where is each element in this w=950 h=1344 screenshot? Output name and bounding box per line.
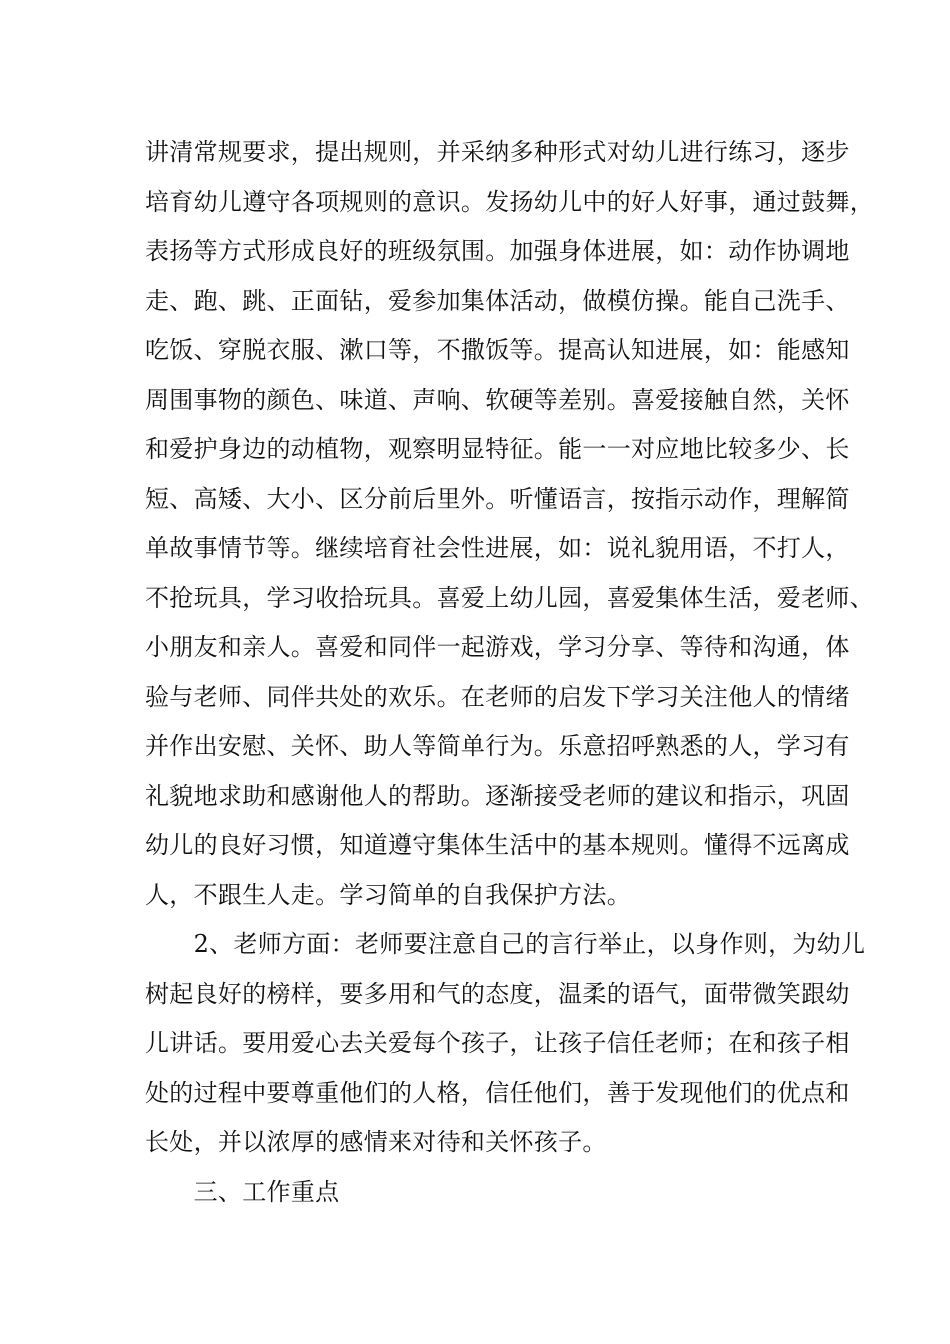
text-line: 处的过程中要尊重他们的人格，信任他们，善于发现他们的优点和 bbox=[145, 1078, 850, 1107]
text-line: 并作出安慰、关怀、助人等简单行为。乐意招呼熟悉的人，学习有 bbox=[145, 732, 850, 760]
paragraph-2 bbox=[145, 920, 866, 1168]
paragraph-1 bbox=[145, 128, 874, 920]
text-line: 验与老师、同伴共处的欢乐。在老师的启发下学习关注他人的情绪 bbox=[145, 682, 850, 711]
text-line: 吃饭、穿脱衣服、漱口等，不撒饭等。提高认知进展，如：能感知 bbox=[145, 336, 850, 364]
text-line: 人，不跟生人走。学习简单的自我保护方法。 bbox=[145, 880, 631, 909]
text-line: 2、老师方面：老师要注意自己的言行举止，以身作则，为幼儿 bbox=[145, 930, 866, 958]
text-line: 不抢玩具，学习收拾玩具。喜爱上幼儿园，喜爱集体生活，爱老师、 bbox=[145, 583, 874, 612]
text-line: 幼儿的良好习惯，知道遵守集体生活中的基本规则。懂得不远离成 bbox=[145, 831, 850, 859]
text-line: 儿讲话。要用爱心去关爱每个孩子，让孩子信任老师；在和孩子相 bbox=[145, 1029, 850, 1057]
text-line: 和爱护身边的动植物，观察明显特征。能一一对应地比较多少、长 bbox=[145, 435, 850, 463]
section-heading: 三、工作重点 bbox=[145, 1177, 340, 1206]
text-line: 培育幼儿遵守各项规则的意识。发扬幼儿中的好人好事，通过鼓舞， bbox=[145, 187, 874, 216]
document-body bbox=[145, 128, 874, 1217]
text-line: 短、高矮、大小、区分前后里外。听懂语言，按指示动作，理解简 bbox=[145, 484, 850, 513]
text-line: 讲清常规要求，提出规则，并采纳多种形式对幼儿进行练习，逐步 bbox=[145, 138, 850, 166]
text-line: 周围事物的颜色、味道、声响、软硬等差别。喜爱接触自然，关怀 bbox=[145, 385, 850, 414]
text-line: 树起良好的榜样，要多用和气的态度，温柔的语气，面带微笑跟幼 bbox=[145, 979, 850, 1008]
text-line: 单故事情节等。继续培育社会性进展，如：说礼貌用语，不打人， bbox=[145, 534, 850, 562]
text-line: 小朋友和亲人。喜爱和同伴一起游戏，学习分享、等待和沟通，体 bbox=[145, 633, 850, 661]
text-line: 长处，并以浓厚的感情来对待和关怀孩子。 bbox=[145, 1128, 607, 1156]
text-line: 礼貌地求助和感谢他人的帮助。逐渐接受老师的建议和指示，巩固 bbox=[145, 781, 850, 810]
text-line: 走、跑、跳、正面钻，爱参加集体活动，做模仿操。能自己洗手、 bbox=[145, 286, 850, 315]
text-line: 表扬等方式形成良好的班级氛围。加强身体进展，如：动作协调地 bbox=[145, 237, 850, 265]
